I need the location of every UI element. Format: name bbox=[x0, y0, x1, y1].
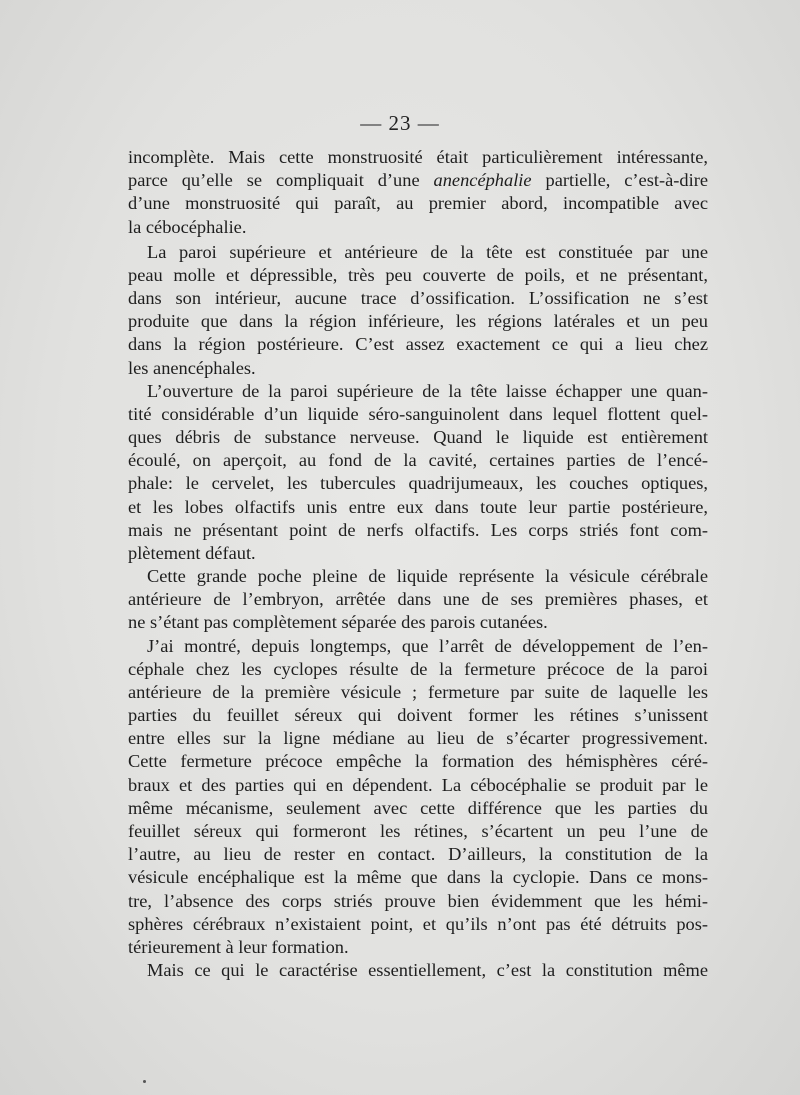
paper-speck bbox=[143, 1080, 146, 1083]
text-line: J’ai montré, depuis longtemps, que l’arrêt de développement de l’en- bbox=[147, 635, 708, 656]
text-line: Cette grande poche pleine de liquide représente la vésicule cérébrale bbox=[147, 566, 708, 587]
text-line: antérieure de la première vésicule ; fermeture par suite de laquelle les bbox=[128, 681, 708, 702]
text-line: céphale chez les cyclopes résulte de la fermeture précoce de la paroi bbox=[128, 658, 708, 679]
text-line: même mécanisme, seulement avec cette différence que les parties du bbox=[128, 797, 708, 818]
text-line: produite que dans la région inférieure, les régions latérales et un peu bbox=[128, 311, 708, 332]
text-line: sphères cérébraux n’existaient point, et qu’ils n’ont pas été détruits pos- bbox=[128, 913, 708, 934]
text-span: parce qu’elle se compliquait d’une bbox=[128, 170, 434, 191]
text-line: écoulé, on aperçoit, au fond de la cavité, certaines parties de l’encé- bbox=[128, 450, 708, 471]
text-line: La paroi supérieure et antérieure de la tête est constituée par une bbox=[147, 241, 708, 262]
text-line: ne s’étant pas complètement séparée des parois cutanées. bbox=[128, 612, 548, 633]
text-line: tité considérable d’un liquide séro-sanguinolent dans lequel flottent quel- bbox=[128, 403, 708, 424]
body-text bbox=[128, 146, 708, 982]
text-line: peau molle et dépressible, très peu couverte de poils, et ne présentant, bbox=[128, 264, 708, 285]
text-line: entre elles sur la ligne médiane au lieu de s’écarter progressivement. bbox=[128, 728, 708, 749]
text-line: ques débris de substance nerveuse. Quand le liquide est entièrement bbox=[128, 427, 708, 448]
text-line bbox=[128, 169, 708, 192]
text-line: feuillet séreux qui formeront les rétines, s’écartent un peu l’une de bbox=[128, 820, 708, 841]
text-line: L’ouverture de la paroi supérieure de la tête laisse échapper une quan- bbox=[147, 380, 708, 401]
text-line: plètement défaut. bbox=[128, 542, 256, 563]
text-line: l’autre, au lieu de rester en contact. D’ailleurs, la constitution de la bbox=[128, 844, 708, 865]
page-number: — 23 — bbox=[360, 111, 440, 135]
text-line: et les lobes olfactifs unis entre eux dans toute leur partie postérieure, bbox=[128, 496, 708, 517]
text-line: les anencéphales. bbox=[128, 357, 256, 378]
text-line: Mais ce qui le caractérise essentiellement, c’est la constitution même bbox=[147, 960, 708, 981]
text-line: antérieure de l’embryon, arrêtée dans une de ses premières phases, et bbox=[128, 589, 708, 610]
text-line: braux et des parties qui en dépendent. La cébocéphalie se produit par le bbox=[128, 774, 708, 795]
text-line: dans la région postérieure. C’est assez exactement ce qui a lieu chez bbox=[128, 334, 708, 355]
text-line: tre, l’absence des corps striés prouve bien évidemment que les hémi- bbox=[128, 890, 708, 911]
text-line: mais ne présentant point de nerfs olfactifs. Les corps striés font com- bbox=[128, 519, 708, 540]
text-line: la cébocéphalie. bbox=[128, 216, 247, 237]
text-line: d’une monstruosité qui paraît, au premier abord, incompatible avec bbox=[128, 193, 708, 214]
text-line: vésicule encéphalique est la même que dans la cyclopie. Dans ce mons- bbox=[128, 867, 708, 888]
text-line: phale: le cervelet, les tubercules quadrijumeaux, les couches optiques, bbox=[128, 473, 708, 494]
text-line: parties du feuillet séreux qui doivent former les rétines s’unissent bbox=[128, 705, 708, 726]
italic-term: anencéphalie bbox=[433, 170, 532, 191]
text-line: térieurement à leur formation. bbox=[128, 936, 349, 957]
text-line: Cette fermeture précoce empêche la formation des hémisphères céré- bbox=[128, 751, 708, 772]
text-span: partielle, c’est-à-dire bbox=[531, 170, 708, 191]
text-line: incomplète. Mais cette monstruosité était particulièrement intéressante, bbox=[128, 147, 708, 167]
text-line: dans son intérieur, aucune trace d’ossification. L’ossification ne s’est bbox=[128, 288, 708, 309]
